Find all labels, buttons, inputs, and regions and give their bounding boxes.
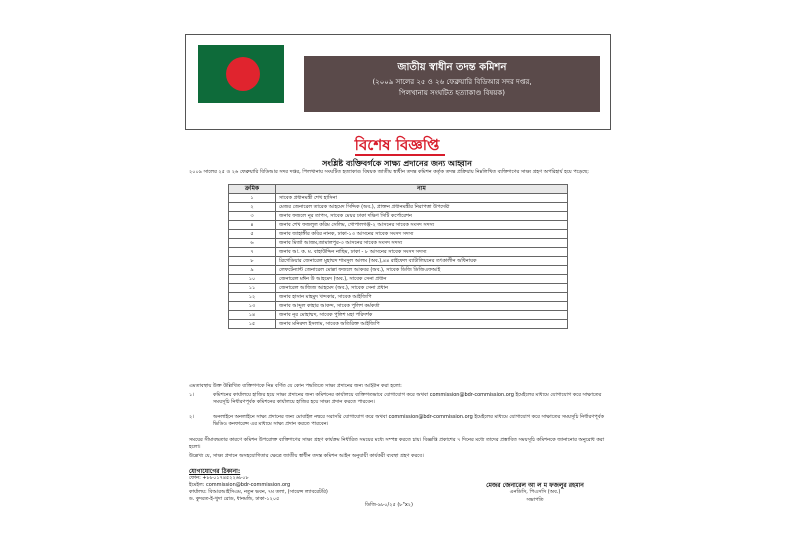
- witness-table: [228, 184, 568, 329]
- name-cell: জেনারেল আজিজ আহমেদ (অব.), সাবেক সেনা প্রধান: [276, 284, 568, 293]
- signatory-role: সভাপতি: [526, 497, 544, 503]
- banner-title-box: [304, 56, 600, 112]
- name-cell: জনাব নূর মোহাম্মদ, সাবেক পুলিশ মহা পরিদর্শক: [276, 311, 568, 320]
- commission-subtitle-1: (২০০৯ সালের ২৫ ও ২৬ ফেব্রুয়ারি বিডিআর সদর দপ্তর,: [372, 78, 532, 86]
- serial-header: ক্রমিক: [229, 185, 276, 194]
- name-cell: জনাব শেখ ফজলুল করিম সেলিম, গোপালগঞ্জ-২ আসনের সাবেক সংসদ সদস্য: [276, 221, 568, 230]
- commission-title: জাতীয় স্বাধীন তদন্ত কমিশন: [397, 62, 507, 73]
- table-row: [229, 284, 568, 293]
- serial-cell: ১: [229, 194, 276, 203]
- notice-title: বিশেষ বিজ্ঞপ্তি: [354, 136, 440, 154]
- intro-paragraph: ২০০৯ সালের ২৫ ও ২৬ ফেব্রুয়ারি বিডিআর সদর দপ্তর, পিলখানায় সংঘটিত হত্যাকাণ্ড বিষয়ক জাতীয় স্বাধীন তদন্ত কমিশন কর্তৃক তদন্ত প্রক্রিয়ায় নিম্নলিখিত ব্যক্তিগণের সাক্ষ্য গ্রহণ অপরিহার্য হয়ে পড়েছে:: [189, 169, 589, 175]
- warning-paragraph: উল্লেখ্য যে, সাক্ষ্য প্রদানে অসহযোগিতার ক্ষেত্রে জাতীয় স্বাধীন তদন্ত কমিশন আইন অনুযায়ী কার্যকরী ব্যবস্থা গ্রহণ করবে।: [189, 453, 424, 459]
- commission-banner: [185, 34, 611, 130]
- method-number: ১।: [189, 392, 195, 398]
- contact-heading: যোগাযোগের ঠিকানা:: [189, 468, 241, 475]
- serial-cell: ১৫: [229, 320, 276, 329]
- newspaper-notice: [185, 34, 610, 522]
- serial-cell: ৯: [229, 266, 276, 275]
- commission-subtitle-2: পিলখানায় সংঘটিত হত্যাকাণ্ড বিষয়ক): [399, 89, 505, 97]
- contact-email: ইমেইল: commission@bdr-commission.org: [189, 482, 291, 488]
- table-row: [229, 239, 568, 248]
- table-row: [229, 194, 568, 203]
- name-cell: সাবেক প্রধানমন্ত্রী শেখ হাসিনা: [276, 194, 568, 203]
- reference-code: ডিজি-৯৮০/২৫ (৮"x২): [365, 502, 413, 508]
- table-row: [229, 212, 568, 221]
- serial-cell: ৪: [229, 221, 276, 230]
- name-cell: লেফটেন্যান্ট জেনারেল মোল্লা ফজলে আকবর (অব.), সাবেক ডিজি ডিজিএফআই: [276, 266, 568, 275]
- serial-cell: ১৪: [229, 311, 276, 320]
- table-row: [229, 221, 568, 230]
- contact-office: কার্যালয়: বিআরআইসিএম, নতুন ভবন, ৭ম তলা, (সায়েন্স ল্যাবরেটরি): [189, 489, 328, 495]
- name-cell: জনাব ফজলে নূর তাপস, সাবেক মেয়র ঢাকা দক্ষিণ সিটি কর্পোরেশন: [276, 212, 568, 221]
- serial-cell: ৮: [229, 257, 276, 266]
- name-cell: জনাব জাহাঙ্গীর কবির নানক, ঢাকা-১৩ আসনের সাবেক সংসদ সদস্য: [276, 230, 568, 239]
- table-header-row: [229, 185, 568, 194]
- contact-phone: ফোন: +৮৮০১৭৪৫২২৬৮০৮: [189, 475, 249, 481]
- table-row: [229, 203, 568, 212]
- signatory-credentials: এনডিসি, পিএসসি (অব.): [509, 489, 561, 495]
- table-row: [229, 248, 568, 257]
- name-cell: জনাব মনিরুল ইসলাম, সাবেক অতিরিক্ত আইজিপি: [276, 320, 568, 329]
- serial-cell: ১২: [229, 293, 276, 302]
- table-row: [229, 230, 568, 239]
- serial-cell: ১৩: [229, 302, 276, 311]
- serial-cell: ৬: [229, 239, 276, 248]
- serial-cell: ৩: [229, 212, 276, 221]
- serial-cell: ১১: [229, 284, 276, 293]
- method-text: কমিশনের কার্যালয়ে হাজির হয়ে সাক্ষ্য প্রদানের জন্য কমিশনের কার্যালয়ে ব্যক্তিগতভাবে যোগাযোগ করে অথবা commission@bdr-commission.org ইমেইলের মাধ্যমে যোগাযোগ করে সাক্ষাতের সময়সূচি নির্ধারণপূর্বক কমিশনের কার্যালয়ে হাজির হয়ে সাক্ষ্য প্রদান করতে পারবেন।: [213, 392, 602, 405]
- name-cell: জনাব মির্জা আজম,জামালপুর-৩ আসনের সাবেক সংসদ সদস্য: [276, 239, 568, 248]
- serial-cell: ২: [229, 203, 276, 212]
- signatory-name: মেজর জেনারেল আ ল ম ফজলুর রহমান: [486, 482, 584, 489]
- name-cell: জনাব আব্দুল কাহার আকন্দ, সাবেক পুলিশ কর্মকর্তা: [276, 302, 568, 311]
- name-header: নাম: [276, 185, 568, 194]
- notice-subtitle: সংশ্লিষ্ট ব্যক্তিবর্গকে সাক্ষ্য প্রদানের জন্য আহ্বান: [322, 159, 472, 168]
- table-row: [229, 311, 568, 320]
- table-row: [229, 275, 568, 284]
- contact-address: ড. কুদরত-ই-খুদা রোড, ধানমন্ডি, ঢাকা-১২০৫: [189, 496, 280, 502]
- table-row: [229, 320, 568, 329]
- method-text: অনলাইনে অনলাইনে সাক্ষ্য প্রদানের জন্য মোবাইল নম্বরে সরাসরি যোগাযোগ করে অথবা commission@bdr-commission.org ইমেইলের মাধ্যমে যোগাযোগ করে সাক্ষাতের সময়সূচি নির্ধারণপূর্বক ভিডিও কনফারেন্স এর মাধ্যমে সাক্ষ্য প্রদান করতে পারবেন।: [213, 414, 604, 427]
- table-row: [229, 302, 568, 311]
- serial-cell: ৭: [229, 248, 276, 257]
- table-row: [229, 257, 568, 266]
- name-cell: জনাব আ. ক. ম. বাহাউদ্দিন নাছিম, ঢাকা - ৮ আসনের সাবেক সংসদ সদস্য: [276, 248, 568, 257]
- name-cell: জেনারেল মঈন উ আহমেদ (অব.), সাবেক সেনা প্রধান: [276, 275, 568, 284]
- bangladesh-flag-icon: [198, 45, 284, 103]
- title-underline: [355, 154, 445, 156]
- call-paragraph: এমতাবস্থায় উক্ত উল্লিখিত ব্যক্তিগণকে নিম্ন বর্ণিত যে কোন পদ্ধতিতে সাক্ষ্য প্রদানের জন্য আহ্বান করা হলো:: [189, 383, 402, 389]
- name-cell: মেজর জেনারেল তারেক আহমেদ সিদ্দিক (অব.), প্রাক্তন প্রধানমন্ত্রীর নিরাপত্তা উপদেষ্টা: [276, 203, 568, 212]
- name-cell: জনাব হাসান মাহমুদ খন্দকার, সাবেক আইজিপি: [276, 293, 568, 302]
- table-row: [229, 266, 568, 275]
- deadline-paragraph: সময়ের সীমাবদ্ধতার কারণে কমিশন উপরোক্ত ব্যক্তিগণের সাক্ষ্য গ্রহণ কার্যক্রম নির্ধারিত সময়ের মধ্যে সম্পন্ন করতে চায়। বিজ্ঞপ্তি প্রকাশের ৭ দিনের মধ্যে তাদের প্রস্তাবিত সময়সূচি কমিশনকে জানানোর অনুরোধ করা হলো।: [189, 437, 605, 450]
- serial-cell: ৫: [229, 230, 276, 239]
- name-cell: ব্রিগেডিয়ার জেনারেল মুহাম্মদ শামসুল আলম (অব.),৪৪ রাইফেল ব্যাটালিয়নের তৎকালীন অধিনায়ক: [276, 257, 568, 266]
- serial-cell: ১০: [229, 275, 276, 284]
- flag-red-disc: [226, 57, 260, 91]
- table-row: [229, 293, 568, 302]
- method-number: ২।: [189, 414, 195, 420]
